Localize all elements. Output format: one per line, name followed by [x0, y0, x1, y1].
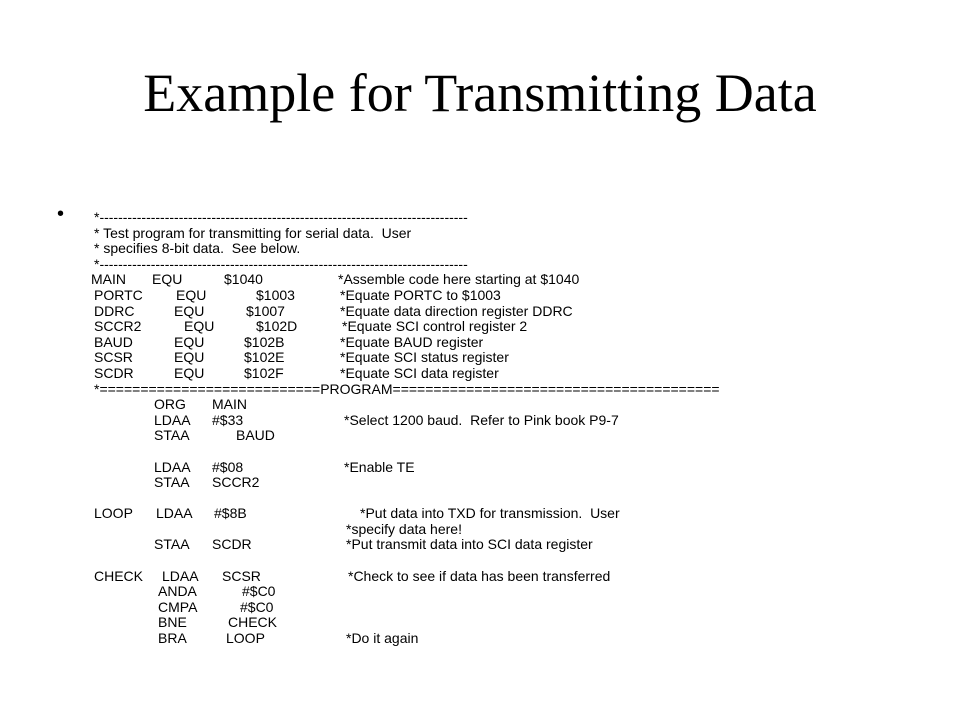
code-opcode: BNE — [158, 614, 187, 631]
code-operand: #$33 — [212, 411, 244, 428]
code-operand: LOOP — [226, 630, 265, 647]
code-comment: *Equate SCI status register — [340, 349, 509, 366]
code-label: *------------------------------------------------------------------------------- — [94, 209, 468, 225]
code-opcode: LDAA — [156, 505, 193, 522]
code-comment: *Put transmit data into SCI data register — [346, 536, 593, 553]
code-opcode: STAA — [154, 427, 190, 444]
code-operand: $1007 — [246, 302, 285, 319]
code-label: SCSR — [94, 349, 133, 366]
code-comment: *Put data into TXD for transmission. User — [360, 505, 620, 522]
code-opcode: STAA — [154, 474, 190, 491]
code-label: MAIN — [91, 271, 126, 288]
code-label: LOOP — [94, 505, 133, 522]
code-comment: *Equate PORTC to $1003 — [340, 286, 501, 303]
code-operand: #$C0 — [242, 583, 276, 600]
code-opcode: STAA — [154, 536, 190, 553]
code-label: BAUD — [94, 333, 133, 350]
code-operand: $102E — [244, 349, 285, 366]
slide-title: Example for Transmitting Data — [143, 63, 817, 123]
code-operand: BAUD — [236, 427, 275, 444]
code-operand: $102D — [256, 318, 298, 335]
code-comment: *Equate SCI data register — [340, 364, 499, 381]
code-label: * specifies 8-bit data. See below. — [94, 240, 301, 257]
code-operand: SCDR — [212, 536, 252, 553]
code-comment: *Do it again — [346, 630, 419, 647]
code-comment: *specify data here! — [346, 520, 462, 537]
code-opcode: EQU — [174, 302, 205, 319]
code-operand: SCSR — [222, 567, 261, 584]
code-opcode: EQU — [176, 286, 207, 303]
code-operand: #$8B — [214, 505, 247, 522]
code-comment: *Enable TE — [344, 458, 415, 475]
code-opcode: LDAA — [162, 567, 199, 584]
code-operand: #$C0 — [240, 598, 274, 615]
code-opcode: EQU — [152, 271, 183, 288]
code-operand: $1040 — [224, 271, 263, 288]
code-opcode: BRA — [158, 630, 187, 647]
code-label: *===========================PROGRAM======================================== — [94, 380, 720, 397]
code-opcode: EQU — [174, 364, 205, 381]
code-operand: #$08 — [212, 458, 244, 475]
code-operand: $1003 — [256, 286, 295, 303]
code-opcode: ORG — [154, 396, 186, 413]
code-comment: *Equate BAUD register — [340, 333, 484, 350]
code-opcode: ANDA — [158, 583, 197, 600]
code-comment: *Equate data direction register DDRC — [340, 302, 573, 319]
code-comment: *Check to see if data has been transferred — [348, 567, 611, 584]
code-opcode: CMPA — [158, 598, 198, 615]
code-opcode: EQU — [184, 318, 215, 335]
code-opcode: LDAA — [154, 458, 191, 475]
code-operand: MAIN — [212, 396, 247, 413]
code-label: SCDR — [94, 364, 134, 381]
code-operand: $102B — [244, 333, 285, 350]
code-label: SCCR2 — [94, 318, 142, 335]
code-label: CHECK — [94, 567, 144, 584]
code-label: PORTC — [94, 286, 143, 303]
code-label: * Test program for transmitting for serial data. User — [94, 224, 412, 241]
code-operand: CHECK — [228, 614, 278, 631]
code-label: *------------------------------------------------------------------------------- — [94, 255, 468, 272]
code-opcode: EQU — [174, 349, 205, 366]
code-comment: *Assemble code here starting at $1040 — [338, 271, 580, 288]
code-opcode: EQU — [174, 333, 205, 350]
code-operand: SCCR2 — [212, 474, 260, 491]
code-opcode: LDAA — [154, 411, 191, 428]
bullet-marker: • — [57, 203, 65, 225]
code-operand: $102F — [244, 364, 284, 381]
code-label: DDRC — [94, 302, 135, 319]
code-comment: *Equate SCI control register 2 — [342, 318, 528, 335]
code-comment: *Select 1200 baud. Refer to Pink book P9-7 — [344, 411, 619, 428]
